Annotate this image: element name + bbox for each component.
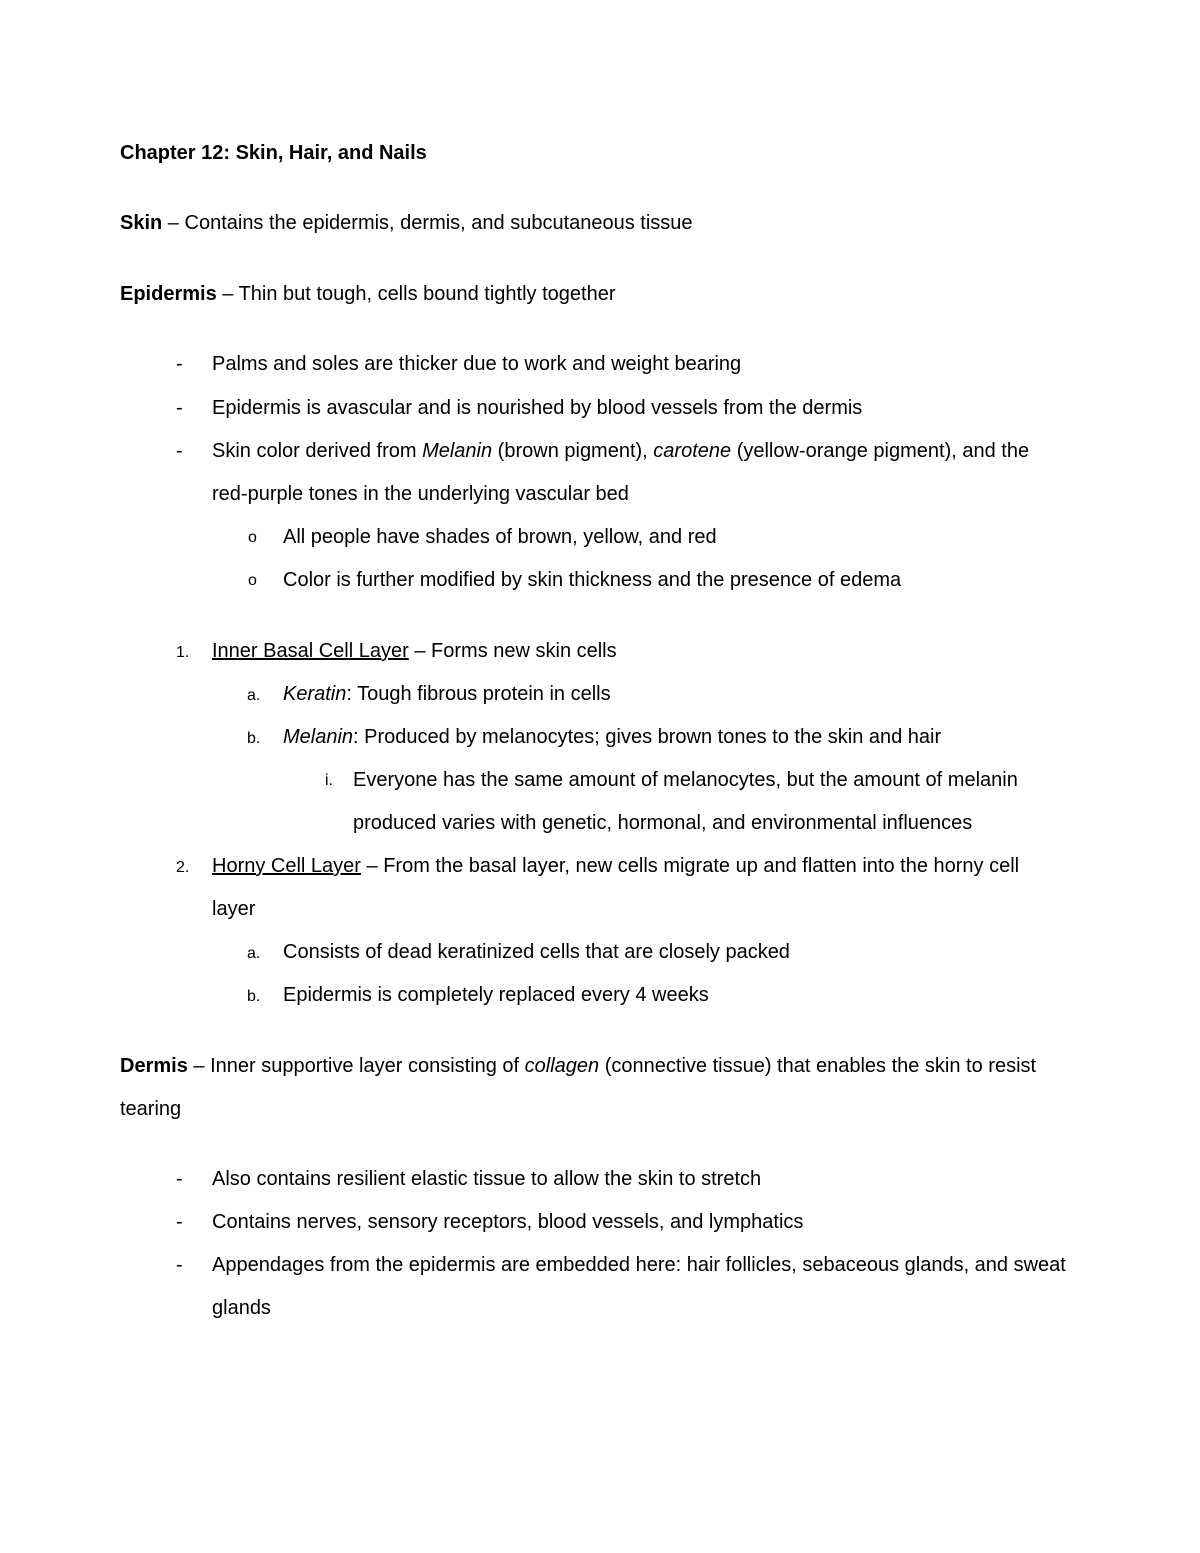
dermis-definition bbox=[120, 1054, 1036, 1078]
dermis-sep: – bbox=[187, 1055, 211, 1077]
epidermis-text: Thin but tough, cells bound tightly together bbox=[238, 283, 616, 305]
list-item: Palms and soles are thicker due to work and weight bearing bbox=[212, 353, 742, 375]
sub-list-item: All people have shades of brown, yellow, and red bbox=[283, 526, 717, 548]
basal-layer-item bbox=[212, 639, 617, 663]
list-item-skin-color bbox=[212, 439, 1029, 463]
melanin-item bbox=[283, 725, 941, 749]
dermis-term: Dermis bbox=[120, 1055, 188, 1077]
horny-sub-item: Consists of dead keratinized cells that are closely packed bbox=[283, 941, 790, 963]
dermis-text-2: (connective tissue) that enables the skin to resist bbox=[599, 1055, 1037, 1077]
skin-term: Skin bbox=[120, 212, 163, 234]
melanin-term: Melanin bbox=[422, 440, 493, 462]
dash-marker: - bbox=[176, 1254, 183, 1276]
list-item: Also contains resilient elastic tissue to allow the skin to stretch bbox=[212, 1168, 762, 1190]
skin-sep: – bbox=[162, 212, 185, 234]
title-text: Chapter 12: Skin, Hair, and Nails bbox=[120, 142, 427, 164]
letter-marker: b. bbox=[247, 730, 261, 747]
dermis-text-1: Inner supportive layer consisting of bbox=[210, 1055, 525, 1077]
dash-marker: - bbox=[176, 440, 183, 462]
number-marker: 2. bbox=[176, 859, 190, 876]
dash-marker: - bbox=[176, 397, 183, 419]
dash-marker: - bbox=[176, 1168, 183, 1190]
horny-sub-item: Epidermis is completely replaced every 4 weeks bbox=[283, 984, 709, 1006]
horny-sep: – bbox=[360, 855, 384, 877]
dash-marker: - bbox=[176, 1211, 183, 1233]
skin-color-text-2: (brown pigment), bbox=[492, 440, 654, 462]
list-item: Contains nerves, sensory receptors, blood vessels, and lymphatics bbox=[212, 1211, 804, 1233]
skin-color-text-3: (yellow-orange pigment), and the bbox=[731, 440, 1030, 462]
horny-layer-name: Horny Cell Layer bbox=[212, 855, 361, 877]
skin-color-text-1: Skin color derived from bbox=[212, 440, 423, 462]
keratin-term: Keratin bbox=[283, 683, 347, 705]
list-item: Epidermis is avascular and is nourished by blood vessels from the dermis bbox=[212, 397, 863, 419]
epidermis-sep: – bbox=[216, 283, 239, 305]
sub-list-item: Color is further modified by skin thickness and the presence of edema bbox=[283, 569, 902, 591]
letter-marker: a. bbox=[247, 687, 261, 704]
list-item-continuation: red-purple tones in the underlying vascular bed bbox=[212, 483, 629, 505]
basal-sep: – bbox=[408, 640, 432, 662]
circle-marker: o bbox=[248, 572, 257, 589]
melanocytes-item: Everyone has the same amount of melanocytes, but the amount of melanin bbox=[353, 769, 1018, 791]
horny-layer-item bbox=[212, 854, 1019, 878]
horny-layer-continuation: layer bbox=[212, 898, 256, 920]
dash-marker: - bbox=[176, 353, 183, 375]
keratin-item bbox=[283, 682, 611, 706]
list-item-continuation: glands bbox=[212, 1297, 271, 1319]
skin-text: Contains the epidermis, dermis, and subcutaneous tissue bbox=[184, 212, 693, 234]
collagen-term: collagen bbox=[524, 1055, 600, 1077]
letter-marker: a. bbox=[247, 945, 261, 962]
epidermis-definition bbox=[120, 282, 616, 306]
basal-text: Forms new skin cells bbox=[431, 640, 617, 662]
melanin-text: : Produced by melanocytes; gives brown tones to the skin and hair bbox=[353, 726, 942, 748]
keratin-text: : Tough fibrous protein in cells bbox=[346, 683, 611, 705]
list-item-appendages: Appendages from the epidermis are embedded here: hair follicles, sebaceous glands, and sweat bbox=[212, 1254, 1066, 1276]
melanocytes-item-continuation: produced varies with genetic, hormonal, and environmental influences bbox=[353, 812, 973, 834]
letter-marker: b. bbox=[247, 988, 261, 1005]
epidermis-term: Epidermis bbox=[120, 283, 217, 305]
roman-marker: i. bbox=[325, 772, 333, 789]
melanin-layer-term: Melanin bbox=[283, 726, 354, 748]
page-title bbox=[120, 141, 427, 165]
circle-marker: o bbox=[248, 529, 257, 546]
horny-text: From the basal layer, new cells migrate up and flatten into the horny cell bbox=[383, 855, 1020, 877]
number-marker: 1. bbox=[176, 644, 190, 661]
carotene-term: carotene bbox=[653, 440, 732, 462]
basal-layer-name: Inner Basal Cell Layer bbox=[212, 640, 409, 662]
dermis-continuation: tearing bbox=[120, 1098, 182, 1120]
skin-definition bbox=[120, 211, 693, 235]
